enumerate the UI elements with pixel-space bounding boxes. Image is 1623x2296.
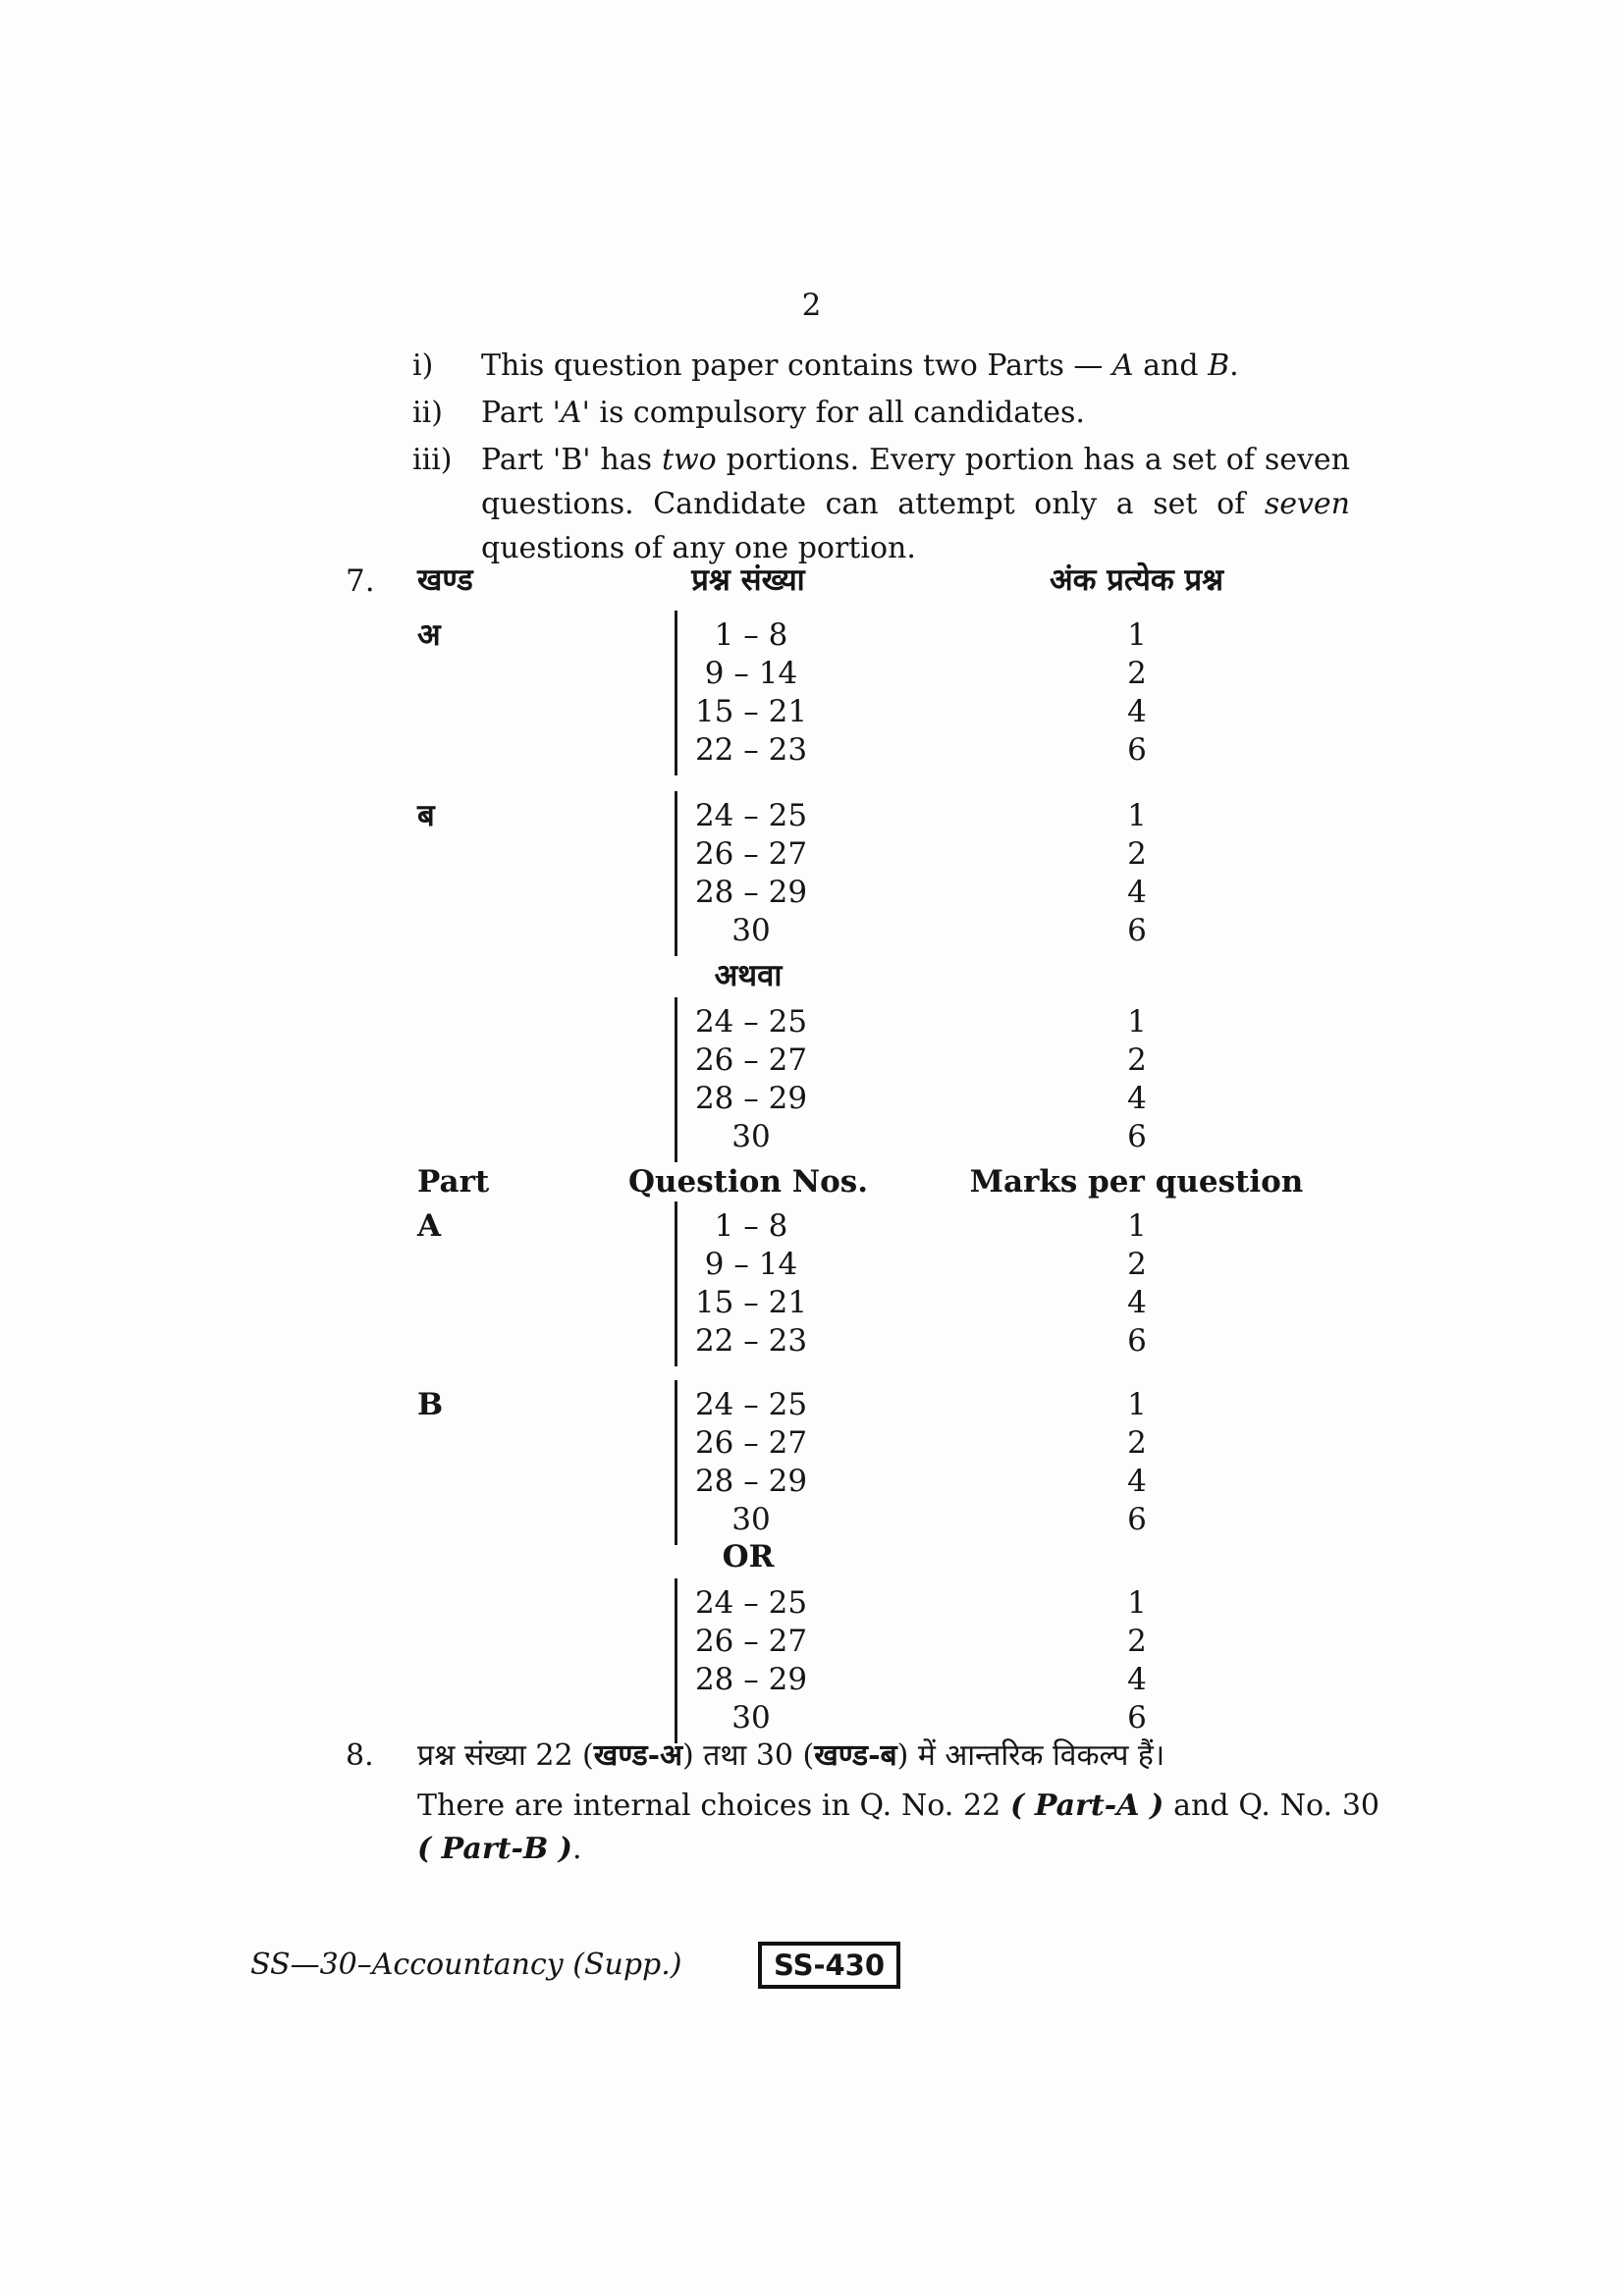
question-range: 30 <box>731 913 771 948</box>
text-segment: There are internal choices in Q. No. 22 <box>417 1789 1011 1823</box>
footer-document-code: SS—30–Accountancy (Supp.) <box>250 1948 682 1982</box>
marks-value: 1 <box>1127 1585 1147 1621</box>
text-segment: . <box>1229 348 1239 383</box>
question-range: 26 – 27 <box>694 836 808 872</box>
text-segment: ' is compulsory for all candidates. <box>581 396 1085 430</box>
table-row <box>677 1003 1426 1041</box>
instruction-item-iii <box>412 438 1350 570</box>
marks-value: 6 <box>1127 732 1147 768</box>
table-row <box>677 616 1426 655</box>
text-segment: ( Part-A ) <box>1010 1789 1164 1823</box>
question-range: 28 – 29 <box>694 1464 808 1499</box>
question-range: 9 – 14 <box>704 1247 798 1282</box>
text-segment: प्रश्न संख्या 22 ( <box>417 1738 594 1773</box>
group-rows <box>675 1380 1426 1545</box>
item-7-number: 7. <box>346 563 375 599</box>
table-row <box>677 1080 1426 1118</box>
marks-value: 4 <box>1127 1662 1147 1697</box>
question-range: 22 – 23 <box>694 1323 808 1359</box>
english-group-b <box>346 1380 1426 1545</box>
text-segment: and <box>1133 348 1209 383</box>
marks-value: 6 <box>1127 913 1147 948</box>
hindi-header-part: खण्ड <box>417 562 473 598</box>
marks-value: 2 <box>1127 1042 1147 1078</box>
question-range: 24 – 25 <box>694 1004 808 1040</box>
header-label: Marks per question <box>969 1164 1304 1200</box>
text-segment: portions. Every portion has a set of seven questions. Candidate can attempt only a set of <box>481 443 1350 521</box>
marks-value: 1 <box>1127 1208 1147 1244</box>
question-range: 30 <box>731 1700 771 1735</box>
question-range: 1 – 8 <box>714 1208 788 1244</box>
item-8-number: 8. <box>346 1738 374 1773</box>
hindi-group-a <box>346 611 1426 775</box>
group-rows <box>675 611 1426 775</box>
marks-value: 2 <box>1127 656 1147 691</box>
text-segment: खण्ड-अ <box>593 1738 682 1773</box>
table-row <box>677 731 1426 770</box>
marks-value: 2 <box>1127 1247 1147 1282</box>
instruction-text <box>481 391 1350 435</box>
question-range: 9 – 14 <box>704 656 798 691</box>
question-range: 22 – 23 <box>694 732 808 768</box>
question-range: 15 – 21 <box>694 1285 808 1320</box>
text-segment: ) तथा 30 ( <box>682 1738 815 1773</box>
marks-value: 4 <box>1127 1464 1147 1499</box>
text-segment: Part 'B' has <box>481 443 662 477</box>
part-label <box>346 1578 675 1743</box>
marks-value: 1 <box>1127 1004 1147 1040</box>
table-row <box>677 874 1426 912</box>
marks-value: 6 <box>1127 1700 1147 1735</box>
part-label: B <box>417 1387 444 1422</box>
question-range: 24 – 25 <box>694 798 808 833</box>
marks-value: 1 <box>1127 798 1147 833</box>
part-label <box>346 997 675 1162</box>
text-segment: ) में आन्तरिक विकल्प हैं। <box>896 1738 1165 1773</box>
question-range: 24 – 25 <box>694 1387 808 1422</box>
table-row <box>677 1584 1426 1623</box>
text-segment: seven <box>1264 487 1350 521</box>
table-row <box>677 1386 1426 1424</box>
item-8-hindi-text <box>346 1734 1381 1779</box>
text-segment: A <box>560 396 582 430</box>
instruction-marker: iii) <box>412 443 453 477</box>
instructions-list <box>412 344 1350 573</box>
header-label: अंक प्रत्येक प्रश्न <box>1049 562 1224 598</box>
instruction-text <box>481 344 1350 388</box>
marks-value: 2 <box>1127 836 1147 872</box>
table-row <box>677 1246 1426 1284</box>
page-number: 2 <box>801 288 822 323</box>
hindi-table-header <box>346 558 1426 603</box>
table-row <box>677 1322 1426 1361</box>
question-range: 30 <box>731 1119 771 1154</box>
english-header-part: Part <box>417 1164 490 1200</box>
item-8-section <box>346 1734 1381 1871</box>
part-label: अ <box>417 617 441 653</box>
group-rows <box>675 791 1426 956</box>
item-8-english-text <box>417 1785 1380 1871</box>
text-segment: खण्ड-ब <box>814 1738 897 1773</box>
text-segment: A <box>1111 348 1134 383</box>
marks-value: 4 <box>1127 1081 1147 1116</box>
table-row <box>677 1207 1426 1246</box>
header-label: प्रश्न संख्या <box>691 562 805 598</box>
marks-value: 2 <box>1127 1624 1147 1659</box>
table-row <box>677 1623 1426 1661</box>
text-segment: questions of any one portion. <box>481 531 916 565</box>
part-label: A <box>417 1208 442 1244</box>
instruction-text <box>481 438 1350 570</box>
question-range: 30 <box>731 1502 771 1537</box>
hindi-or-separator: अथवा <box>714 958 783 993</box>
table-row <box>677 655 1426 693</box>
instruction-item-ii <box>412 391 1350 435</box>
table-row <box>677 1118 1426 1156</box>
header-label: Question Nos. <box>627 1164 869 1200</box>
question-range: 1 – 8 <box>714 617 788 653</box>
table-row <box>677 797 1426 835</box>
table-row <box>677 1661 1426 1699</box>
table-row <box>677 1284 1426 1322</box>
hindi-group-b <box>346 791 1426 956</box>
english-or-separator: OR <box>722 1539 775 1575</box>
text-segment: Part ' <box>481 396 561 430</box>
marks-value: 6 <box>1127 1119 1147 1154</box>
text-segment: ( Part-B ) <box>417 1832 572 1866</box>
question-range: 28 – 29 <box>694 1081 808 1116</box>
marks-value: 4 <box>1127 875 1147 910</box>
marks-value: 6 <box>1127 1502 1147 1537</box>
table-row <box>677 1501 1426 1539</box>
table-row <box>677 1463 1426 1501</box>
hindi-group-b-alt <box>346 997 1426 1162</box>
question-range: 26 – 27 <box>694 1624 808 1659</box>
part-label: ब <box>417 798 435 833</box>
marks-value: 2 <box>1127 1425 1147 1461</box>
question-range: 28 – 29 <box>694 875 808 910</box>
footer-paper-code-badge: SS-430 <box>758 1942 900 1989</box>
group-rows <box>675 1201 1426 1366</box>
marks-value: 1 <box>1127 1387 1147 1422</box>
question-range: 28 – 29 <box>694 1662 808 1697</box>
question-range: 15 – 21 <box>694 694 808 729</box>
english-header-questions <box>627 1162 869 1201</box>
text-segment: and Q. No. 30 <box>1163 1789 1380 1823</box>
hindi-header-marks <box>822 558 1426 603</box>
text-segment: two <box>661 443 717 477</box>
instruction-item-i <box>412 344 1350 388</box>
table-row <box>677 693 1426 731</box>
marks-table-section <box>346 558 1426 1743</box>
instruction-marker: ii) <box>412 396 443 430</box>
question-range: 26 – 27 <box>694 1042 808 1078</box>
english-group-b-alt <box>346 1578 1426 1743</box>
table-row <box>677 1424 1426 1463</box>
english-table-header <box>346 1162 1426 1201</box>
english-header-marks <box>822 1162 1426 1201</box>
instruction-marker: i) <box>412 348 434 383</box>
text-segment: B <box>1208 348 1230 383</box>
question-range: 26 – 27 <box>694 1425 808 1461</box>
table-row <box>677 1699 1426 1737</box>
marks-value: 1 <box>1127 617 1147 653</box>
table-row <box>677 1041 1426 1080</box>
text-segment: This question paper contains two Parts — <box>481 348 1112 383</box>
marks-value: 6 <box>1127 1323 1147 1359</box>
english-group-a <box>346 1201 1426 1366</box>
group-rows <box>675 1578 1426 1743</box>
table-row <box>677 835 1426 874</box>
group-rows <box>675 997 1426 1162</box>
question-range: 24 – 25 <box>694 1585 808 1621</box>
marks-value: 4 <box>1127 694 1147 729</box>
text-segment: . <box>571 1832 582 1866</box>
table-row <box>677 912 1426 950</box>
marks-value: 4 <box>1127 1285 1147 1320</box>
hindi-header-questions <box>675 558 822 603</box>
